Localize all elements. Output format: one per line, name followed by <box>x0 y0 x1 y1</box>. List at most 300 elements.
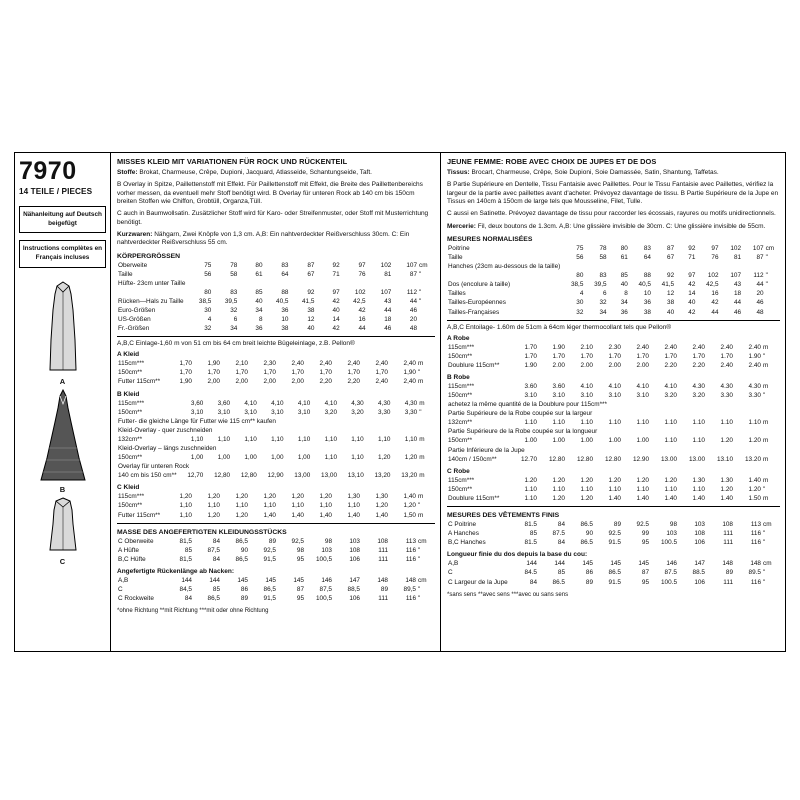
table-row <box>447 578 780 587</box>
row-value: 46 <box>384 325 392 333</box>
row-value: 58 <box>599 253 607 261</box>
table-row <box>447 529 780 538</box>
row-value: 90 <box>240 546 248 554</box>
table-row <box>117 546 435 555</box>
row-label: Euro-Größen <box>118 306 156 314</box>
row-value: 1.10 <box>636 485 649 493</box>
row-value: 102 <box>380 261 392 269</box>
row-value: 106 <box>349 595 360 603</box>
row-value: 87 <box>756 253 764 261</box>
row-value: 40,5 <box>276 297 289 305</box>
row-value: 146 <box>666 560 677 568</box>
row-value: 1.70 <box>580 352 593 360</box>
german-column <box>111 153 441 651</box>
row-label: 132cm** <box>118 435 143 443</box>
row-value: 86.5 <box>608 569 621 577</box>
row-value: 111 <box>723 578 733 586</box>
row-value: 2,20 <box>319 378 332 386</box>
row-value: 4,10 <box>271 399 284 407</box>
row-label: Kleid-Overlay - quer zuschneiden <box>118 426 213 434</box>
row-value: 13.20 <box>745 455 761 463</box>
table-row <box>117 297 435 306</box>
row-value: 1,10 <box>319 502 332 510</box>
row-value: 103 <box>666 530 677 538</box>
row-value: 1,10 <box>190 435 204 443</box>
french-notions <box>447 223 780 231</box>
row-value: 100,5 <box>316 595 332 603</box>
row-value: 46 <box>733 308 742 316</box>
row-label: Partie Inférieure de la Jupe <box>448 446 525 454</box>
pattern-number: 7970 <box>19 157 77 185</box>
row-value: 40 <box>332 306 340 314</box>
row-value: 44 <box>711 308 719 316</box>
row-unit: m <box>418 493 424 501</box>
row-value: 32 <box>230 306 238 314</box>
table-row <box>447 382 780 391</box>
row-value: 1.10 <box>524 419 537 427</box>
row-value: 89.5 <box>748 569 761 577</box>
row-value: 2,40 <box>403 360 416 368</box>
row-value: 38 <box>281 325 289 333</box>
row-unit: m <box>763 382 769 390</box>
row-value: 92.5 <box>608 530 621 538</box>
row-value: 12,80 <box>240 472 257 480</box>
row-value: 1,20 <box>291 493 304 501</box>
row-label: C <box>118 586 123 594</box>
row-value: 85 <box>620 272 628 280</box>
row-value: 3,20 <box>351 408 364 416</box>
row-value: 1.70 <box>636 352 649 360</box>
row-unit: m <box>763 494 769 502</box>
row-value: 144 <box>526 560 537 568</box>
figure-c <box>40 496 86 566</box>
row-value: 1.20 <box>664 476 677 484</box>
row-label: 115cm*** <box>448 382 475 390</box>
row-value: 10 <box>643 290 651 298</box>
row-value <box>367 279 393 288</box>
row-label: Taille <box>448 253 463 261</box>
row-value: 1,10 <box>351 435 364 443</box>
row-unit: " <box>419 270 422 278</box>
row-value: 92 <box>688 244 696 252</box>
row-value: 30 <box>204 306 212 314</box>
row-value: 89 <box>585 578 593 586</box>
row-value: 148 <box>405 576 416 584</box>
row-value: 3.60 <box>524 382 537 390</box>
german-back-table <box>117 576 435 603</box>
row-value: 86.5 <box>580 521 593 529</box>
row-value: 2.20 <box>664 361 677 369</box>
row-value: 1.10 <box>692 419 705 427</box>
table-row <box>447 289 780 298</box>
row-value: 46 <box>409 306 418 314</box>
table-row <box>117 426 435 435</box>
row-value: 1.10 <box>692 437 705 445</box>
row-value: 1.00 <box>636 437 649 445</box>
row-value <box>238 279 263 288</box>
french-c-note: C aussi en Satinette. Prévoyez davantage de tissu pour raccorder les écossais, rayures ou motifs unidirectionnels. <box>447 210 776 218</box>
row-value: 1,10 <box>404 435 418 443</box>
row-value: 42 <box>688 281 696 289</box>
row-value: 2.20 <box>692 361 705 369</box>
dress-c-illustration <box>40 496 86 556</box>
row-value: 87 <box>307 261 315 269</box>
row-label: 150cm** <box>448 485 473 493</box>
garment-illustrations <box>19 280 106 566</box>
row-value: 88 <box>643 272 651 280</box>
row-unit: m <box>419 454 425 462</box>
row-value: 92 <box>667 272 675 280</box>
french-title: JEUNE FEMME: ROBE AVEC CHOIX DE JUPES ET DE DOS <box>447 157 657 166</box>
german-notions <box>117 231 435 248</box>
row-value: 111 <box>723 539 733 547</box>
row-value: 4.30 <box>748 382 761 390</box>
row-value: 92.5 <box>636 521 649 529</box>
row-label: Tailles-Européennes <box>448 299 506 307</box>
row-value: 112 <box>753 272 764 280</box>
row-value: 12,90 <box>267 472 284 480</box>
row-unit: cm <box>763 521 772 529</box>
row-value: 92,5 <box>291 537 304 545</box>
row-label: 150cm** <box>118 502 143 510</box>
table-row <box>117 288 435 297</box>
row-value: 1,30 <box>375 493 388 501</box>
row-value: 1,10 <box>235 502 248 510</box>
row-unit: " <box>763 539 766 547</box>
row-value: 2.40 <box>748 361 761 369</box>
row-value: 106 <box>349 555 360 563</box>
row-unit: m <box>419 472 425 480</box>
german-c-note: C auch in Baumwollsatin. Zusätzlicher Stoff wird für Karo- oder Streifenmuster, oder Stoff mit Musterrichtung benötigt. <box>117 210 429 226</box>
row-value: 100.5 <box>661 539 677 547</box>
row-value: 42,5 <box>353 297 366 305</box>
row-label: US-Größen <box>118 316 151 324</box>
row-unit: m <box>419 399 425 407</box>
row-value: 100,5 <box>316 555 332 563</box>
row-label: Overlay für unteren Rock <box>118 463 190 471</box>
row-value: 1,10 <box>378 435 391 443</box>
row-value: 81.5 <box>524 521 537 529</box>
row-value: 2,30 <box>263 360 276 368</box>
row-value: 1.40 <box>748 476 761 484</box>
row-value: 85 <box>557 569 565 577</box>
table-row <box>447 262 780 271</box>
row-value: 71 <box>332 270 340 278</box>
row-value: 87 <box>641 569 649 577</box>
row-unit: " <box>765 272 768 280</box>
row-value: 86.5 <box>552 578 565 586</box>
yardage-group-name: C Robe <box>447 467 470 475</box>
row-unit <box>418 279 435 288</box>
row-value: 84 <box>529 578 537 586</box>
row-value: 3,30 <box>404 408 418 416</box>
row-value: 4.30 <box>692 382 705 390</box>
row-value: 76 <box>711 253 719 261</box>
table-row <box>447 538 780 547</box>
row-value: 16 <box>711 290 719 298</box>
row-value: 1.20 <box>748 437 761 445</box>
row-label: C Largeur de la Jupe <box>448 578 508 586</box>
row-label: B,C Hüfte <box>118 555 146 563</box>
row-value: 36 <box>281 306 289 314</box>
row-label: 140cm / 150cm** <box>448 455 497 463</box>
row-label: Hüfte- 23cm unter Taille <box>118 279 186 287</box>
row-value: 145 <box>582 560 593 568</box>
row-value: 89 <box>268 537 276 545</box>
row-value: 2.40 <box>664 343 677 351</box>
french-back-table <box>447 559 780 586</box>
row-unit: cm <box>765 244 775 252</box>
row-unit <box>418 324 435 333</box>
row-value: 116 <box>405 595 416 603</box>
row-value: 1,40 <box>263 511 276 519</box>
row-value <box>584 262 607 271</box>
table-row <box>117 261 435 270</box>
table-row <box>447 391 780 400</box>
row-value: 1.10 <box>608 485 621 493</box>
row-value: 20 <box>409 316 418 324</box>
row-value: 107 <box>730 272 742 280</box>
row-value: 42 <box>332 297 340 305</box>
row-value: 4,30 <box>378 399 391 407</box>
row-value: 145 <box>265 576 276 584</box>
row-value: 1,00 <box>244 454 257 462</box>
row-value: 40 <box>620 281 628 289</box>
row-value <box>720 262 743 271</box>
row-value: 87 <box>296 586 304 594</box>
row-value: 1.10 <box>664 437 677 445</box>
row-value: 76 <box>358 270 366 278</box>
french-back-title: Longueur finie du dos depuis la base du cou: <box>447 551 588 559</box>
yardage-table <box>447 382 780 464</box>
table-row <box>447 427 780 436</box>
table-row <box>117 399 435 408</box>
table-row <box>447 568 780 577</box>
row-value: 1,20 <box>404 454 418 462</box>
row-value: 1.20 <box>720 437 733 445</box>
row-value: 84.5 <box>524 569 537 577</box>
row-value: 91,5 <box>263 555 276 563</box>
row-value: 113 <box>750 521 761 529</box>
row-value: 32 <box>599 299 607 307</box>
row-value: 34 <box>230 325 238 333</box>
row-label: Futter- die gleiche Länge für Futter wie 115 cm** kaufen <box>118 417 276 425</box>
row-value <box>675 262 696 271</box>
divider <box>117 523 435 524</box>
row-value: 1.10 <box>748 419 761 427</box>
table-row <box>447 244 780 253</box>
row-value: 84,5 <box>179 586 192 594</box>
row-value: 87 <box>409 270 418 278</box>
table-row <box>447 280 780 289</box>
row-value: 2,40 <box>375 378 388 386</box>
table-row <box>117 594 435 603</box>
row-value: 40 <box>307 325 315 333</box>
row-value <box>341 279 367 288</box>
row-value: 86 <box>240 586 248 594</box>
row-value: 42 <box>711 299 719 307</box>
row-value: 12,80 <box>214 472 231 480</box>
row-value: 1.40 <box>664 494 677 502</box>
row-value: 12.70 <box>521 455 537 463</box>
row-value: 3.20 <box>692 392 705 399</box>
yardage-table <box>447 343 780 370</box>
row-value: 12.80 <box>605 455 621 463</box>
row-value: 1.40 <box>608 494 621 502</box>
row-value: 83 <box>599 272 607 280</box>
row-value: 1,70 <box>207 369 220 377</box>
row-unit <box>765 298 780 307</box>
row-value: 1.20 <box>580 476 593 484</box>
row-label: Doublure 115cm** <box>448 494 500 502</box>
row-value: 40 <box>255 297 263 305</box>
row-value: 92 <box>332 261 340 269</box>
row-value: 3.10 <box>636 392 649 399</box>
row-value: 42 <box>332 325 340 333</box>
table-row <box>117 315 435 324</box>
table-row <box>447 343 780 352</box>
row-label <box>447 271 561 280</box>
row-value: 1.90 <box>552 343 565 351</box>
row-value: 145 <box>293 576 304 584</box>
row-value: 108 <box>694 530 705 538</box>
row-value: 1.20 <box>580 494 593 502</box>
german-title: MISSES KLEID MIT VARIATIONEN FÜR ROCK UND RÜCKENTEIL <box>117 157 348 166</box>
french-overlay-note: B Partie Supérieure en Dentelle, Tissu Fantaisie avec Paillettes. Pour le Tissu Fantaisie avec Paillettes, vérifiez la largeur de la partie avec paillettes avant d'acheter. Prévoyez davantage de tissu. B Partie Supérieure de la Jupe en Tissus en 140cm à 150cm de large tels que Mousseline, Filet, Tulle. <box>447 181 779 205</box>
row-value: 86,5 <box>235 537 248 545</box>
row-value: 1.20 <box>608 476 621 484</box>
row-value: 1,00 <box>190 454 204 462</box>
yardage-group-name: B Robe <box>447 373 470 381</box>
row-value: 40,5 <box>638 281 651 289</box>
row-value: 1,90 <box>207 360 220 368</box>
row-unit: " <box>763 530 766 538</box>
row-value: 1,40 <box>403 493 416 501</box>
row-value: 103 <box>694 521 705 529</box>
row-value: 1.40 <box>692 494 705 502</box>
row-value: 2.00 <box>636 361 649 369</box>
table-row <box>447 298 780 307</box>
german-fabrics <box>117 169 435 177</box>
row-value: 1.70 <box>552 352 565 360</box>
row-value: 64 <box>643 253 651 261</box>
german-yardage-groups <box>117 351 435 519</box>
row-value: 44 <box>756 281 764 289</box>
row-value: 144 <box>209 576 220 584</box>
row-label: Oberweite <box>118 261 148 269</box>
figure-a <box>40 280 86 386</box>
row-value: 1,40 <box>347 511 360 519</box>
row-value: 108 <box>349 546 360 554</box>
row-label: A,B <box>448 560 459 568</box>
row-value: 1.20 <box>748 485 761 493</box>
row-value: 4.10 <box>664 382 677 390</box>
table-row <box>117 417 435 426</box>
row-value: 1.10 <box>580 485 593 493</box>
row-value: 1,40 <box>375 511 388 519</box>
row-value: 14 <box>688 290 696 298</box>
figure-b-label: B <box>59 484 66 494</box>
row-value: 2,20 <box>347 378 360 386</box>
row-value: 2.40 <box>720 343 733 351</box>
row-value: 16 <box>358 316 366 324</box>
row-value: 97 <box>688 272 696 280</box>
row-value: 3.10 <box>608 392 621 399</box>
row-value: 86,5 <box>235 555 248 563</box>
row-label <box>117 288 186 297</box>
row-value: 1.10 <box>552 485 565 493</box>
table-row <box>447 485 780 494</box>
table-row <box>117 324 435 333</box>
row-value: 1,20 <box>235 511 248 519</box>
row-unit <box>765 289 780 298</box>
table-row <box>447 446 780 455</box>
french-interfacing: A,B,C Entoilage- 1.60m de 51cm à 64cm léger thermocollant tels que Pellon® <box>447 323 672 331</box>
row-value: 1.00 <box>524 437 537 445</box>
german-sizes-title: KÖRPERGRÖSSEN <box>117 252 181 260</box>
yardage-table <box>117 492 435 519</box>
row-value: 146 <box>321 576 332 584</box>
figure-a-label: A <box>59 376 66 386</box>
row-value: 1,10 <box>179 502 192 510</box>
row-value: 30 <box>576 299 584 307</box>
row-value: 78 <box>599 244 607 252</box>
row-value: 1,10 <box>324 435 338 443</box>
row-value: 34 <box>255 306 263 314</box>
row-label: 115cm*** <box>448 476 475 484</box>
row-label: 140 cm bis 150 cm** <box>118 472 177 480</box>
row-label: C Oberweite <box>118 537 154 545</box>
row-value: 116 <box>750 539 761 547</box>
row-value: 1,70 <box>263 369 276 377</box>
row-value: 1.00 <box>580 437 593 445</box>
row-unit: " <box>763 352 766 360</box>
row-value: 97 <box>332 288 340 296</box>
row-value: 98 <box>296 546 304 554</box>
row-value: 12.80 <box>549 455 565 463</box>
row-value: 1.20 <box>720 485 733 493</box>
french-sizes-title: MESURES NORMALISÉES <box>447 235 533 243</box>
row-value: 41,5 <box>661 281 675 289</box>
table-row <box>447 455 780 464</box>
row-value: 8 <box>624 290 628 298</box>
row-value: 2,40 <box>319 360 332 368</box>
row-unit: " <box>418 502 421 510</box>
french-fabrics-text: Brocart, Charmeuse, Crêpe, Soie Dupioni, Soie Damassée, Satin, Shantung, Taffetas. <box>471 169 719 176</box>
row-unit: m <box>418 378 424 386</box>
row-unit: m <box>419 435 425 443</box>
row-unit: cm <box>763 560 772 568</box>
yardage-group-name: A Kleid <box>117 351 140 359</box>
row-value: 18 <box>733 290 742 298</box>
row-label: 115cm*** <box>118 399 145 407</box>
table-row <box>447 494 780 503</box>
row-value: 2,00 <box>235 378 248 386</box>
row-value: 1,00 <box>271 454 284 462</box>
row-value: 102 <box>354 288 366 296</box>
row-value: 3,10 <box>271 408 284 416</box>
row-unit: m <box>418 360 424 368</box>
row-value <box>696 262 719 271</box>
pattern-info-panel <box>14 152 786 652</box>
row-label: 150cm** <box>448 437 473 445</box>
row-value: 1.70 <box>664 352 677 360</box>
row-value: 89 <box>613 521 621 529</box>
table-row <box>117 471 435 480</box>
row-value: 85 <box>212 586 220 594</box>
row-value: 1,70 <box>319 369 332 377</box>
table-row <box>447 253 780 262</box>
